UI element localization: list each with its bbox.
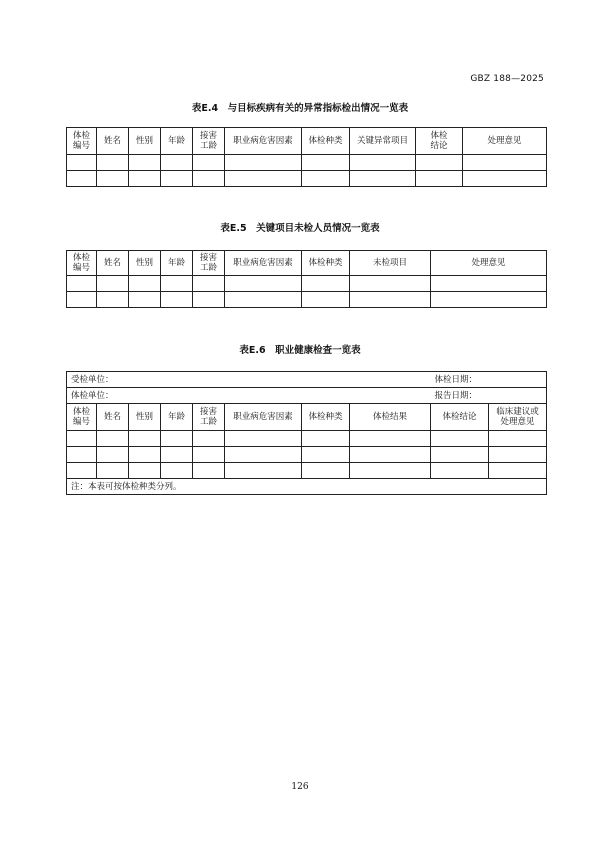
header-cell: 接害 工龄 (193, 128, 225, 155)
table-e4-header-row (67, 128, 547, 155)
header-cell: 年龄 (161, 404, 193, 431)
table-e6-note-row (67, 479, 547, 495)
header-cell: 年龄 (161, 128, 193, 155)
table-row (67, 463, 547, 479)
header-cell: 年龄 (161, 251, 193, 276)
table-e6-meta-row-2 (67, 388, 547, 404)
header-cell: 姓名 (97, 404, 129, 431)
header-cell: 性别 (129, 251, 161, 276)
header-cell: 体检结论 (431, 404, 489, 431)
table-e6-header-row (67, 404, 547, 431)
exam-date-label: 体检日期： (431, 372, 547, 388)
header-cell: 姓名 (97, 251, 129, 276)
table-e4 (66, 127, 547, 187)
header-cell: 体检种类 (302, 251, 350, 276)
header-cell: 体检种类 (302, 128, 350, 155)
header-cell: 姓名 (97, 128, 129, 155)
header-cell: 处理意见 (463, 128, 547, 155)
employer-label: 受检单位： (67, 372, 431, 388)
table-row (67, 431, 547, 447)
header-cell: 性别 (129, 404, 161, 431)
header-cell: 体检 结论 (416, 128, 463, 155)
header-cell: 职业病危害因素 (225, 251, 302, 276)
table-row (67, 171, 547, 187)
header-cell: 体检 编号 (67, 128, 97, 155)
header-cell: 接害 工龄 (193, 251, 225, 276)
header-cell: 接害 工龄 (193, 404, 225, 431)
header-cell: 体检 编号 (67, 404, 97, 431)
table-e6-caption: 表E.6 职业健康检查一览表 (239, 345, 361, 356)
header-cell: 职业病危害因素 (225, 128, 302, 155)
page-number: 126 (291, 782, 309, 792)
header-cell: 体检 编号 (67, 251, 97, 276)
standard-code: GBZ 188—2025 (470, 74, 544, 84)
table-e5-header-row (67, 251, 547, 276)
table-e6-meta-row-1 (67, 372, 547, 388)
report-date-label: 报告日期： (431, 388, 547, 404)
table-row (67, 292, 547, 308)
table-e4-caption: 表E.4 与目标疾病有关的异常指标检出情况一览表 (191, 103, 409, 114)
table-e6 (66, 371, 547, 495)
header-cell: 临床建议或 处理意见 (489, 404, 547, 431)
header-cell: 体检结果 (350, 404, 431, 431)
table-row (67, 447, 547, 463)
table-row (67, 276, 547, 292)
table-e5-caption: 表E.5 关键项目未检人员情况一览表 (220, 223, 380, 234)
header-cell: 关键异常项目 (350, 128, 416, 155)
exam-unit-label: 体检单位： (67, 388, 431, 404)
table-e5 (66, 250, 547, 308)
header-cell: 未检项目 (350, 251, 431, 276)
header-cell: 体检种类 (302, 404, 350, 431)
header-cell: 处理意见 (431, 251, 547, 276)
table-note: 注：本表可按体检种类分列。 (67, 479, 547, 495)
header-cell: 职业病危害因素 (225, 404, 302, 431)
header-cell: 性别 (129, 128, 161, 155)
table-row (67, 155, 547, 171)
